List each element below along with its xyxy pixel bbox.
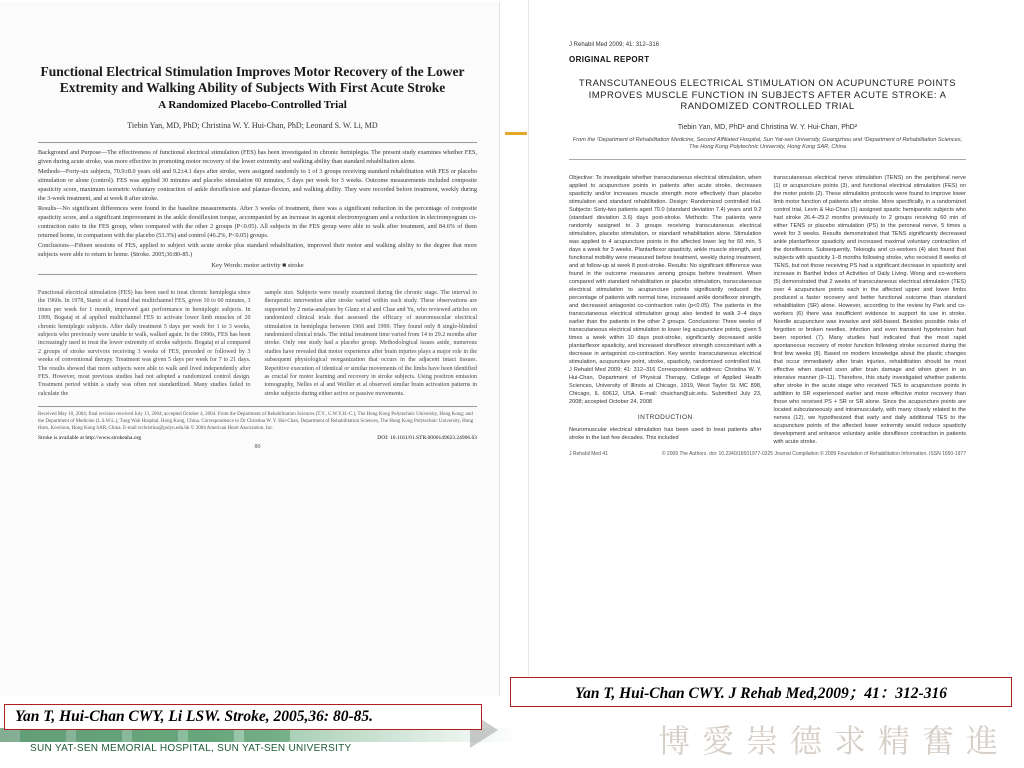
- right-paper-col2: transcutaneous electrical nerve stimulation (TENS) on the peripheral nerve (1) or acupuncture points (3), and functional electrical stimulation (FES) on the motor points (2). These stimulation protocols were found to improve lower limb motor function of patients after stroke. More specifically, in a randomized control trial, Levin & Hui-Chan (1) assigned spastic hemiparetic subjects who had stroke 26.4–29.2 months previously to 2 groups receiving 60 min of either TENS or placebo stimulation (PS) to the peroneal nerve, 5 times a week for 3 weeks. Results demonstrated that TENS significantly decreased ankle plantarflexor spasticity and increased maximal voluntary contraction of the dorsiflexors. Subsequently, Tekeoglu and co-workers (4) also found that subjects with spasticity 1–8 months following stroke, who received 8 weeks of TENS, but not those receiving PS had a significant decrease in spasticity and increase in Barthel Index of Activities of Daily Living. Wong and co-workers (5) demonstrated that 2 weeks of transcutaneous electrical stimulation (TES) over 4 acupuncture points each in the affected upper and lower limbs produced a faster recovery and better functional outcome than standard rehabilitation (SR) alone. However, according to the review by Park and co-workers (6) there was insufficient evidence to support its use in stroke. Needle acupuncture was invasive and skill-based. Besides possible risks of forgotten or broken needles, infection and even transient hypotension had been reported (7). Many studies had indicated that the most rapid spontaneous recovery of motor function following stroke occurred during the first few weeks (8). Based on modern knowledge about the plastic changes that occur immediately after brain injuries, rehabilitation should be most effective when started soon after brain damage and when given in an intensive manner (9–11). Therefore, this study investigated whether patients after stroke in the acute stage who received TES to acupuncture points in addition to SR experienced earlier and more effective motor recovery than those who received PS + SR or SR alone. Since the acupuncture points are located subcutaneously and intramuscularly, with many closely related to the nerves (12), we hypothesized that early and daily additional TES to the acupuncture points of the affected lower extremity would reduce spasticity development and enhance voluntary ankle dorsiflexor contraction in patients with acute stroke.: [773, 174, 966, 445]
- right-paper-footer-right: © 2009 The Authors. doi: 10.2340/16501977-0325 Journal Compilation © 2009 Foundation of Rehabilitation Information. ISSN 1650-1977: [661, 450, 966, 457]
- right-paper-title: TRANSCUTANEOUS ELECTRICAL STIMULATION ON ACUPUNCTURE POINTS IMPROVES MUSCLE FUNCTION IN SUBJECTS AFTER ACUTE STROKE: A RANDOMIZED CONTROLLED TRIAL: [578, 78, 957, 112]
- right-paper-abstract: Objective: To investigate whether transcutaneous electrical stimulation, when applied to acupuncture points in patients after acute stroke, decreases spasticity and/or increases muscle strength more effectively than placebo stimulation and standard rehabilitation. Design: Randomized controlled trial. Subjects: Sixty-two patients aged 70.0 (standard deviation 7.4) years and 9.2 (standard deviation 3.6) days post-stroke. Methods: The patients were randomly assigned to 3 groups receiving transcutaneous electrical stimulation, placebo stimulation, or standard rehabilitation alone. Stimulation was applied to 4 acupuncture points in the affected lower leg for 60 min, 5 days a week for 3 weeks. Plantarflexor spasticity, ankle muscle strength, and functional mobility were measured before treatment, weekly during treatment, and at follow-up at week 8 post-stroke. Results: No significant difference was found in the outcome measures among groups before treatment. When compared with standard rehabilitation or placebo stimulation, transcutaneous electrical stimulation to acupuncture points significantly reduced the percentage of patients with normal tone, increased ankle dorsiflexor strength, and decreased antagonist co-contraction ratio (p<0.05). The patients in the transcutaneous electrical stimulation group also tended to walk 2–4 days earlier than the patients in the other 2 groups. Conclusions: Three weeks of transcutaneous electrical stimulation to lower leg acupuncture points, given 5 times a week within 10 days post-stroke, significantly decreased ankle plantarflexor spasticity, and increased dorsiflexor strength concomitant with a decrease in antagonist co-contraction. Key words: transcutaneous electrical stimulation, acupuncture point, stroke, spasticity, randomized controlled trial. J Rehabil Med 2009; 41: 312–316 Correspondence address: Christina W. Y. Hui-Chan, Department of Physical Therapy, College of Applied Health Sciences, University of Illinois at Chicago, 1919, West Taylor St. MC 898, Chicago, IL 60612, USA. E-mail: chuichan@uic.edu. Submitted July 23, 2008; accepted October 24, 2008: [569, 174, 762, 405]
- right-paper-body: [569, 174, 966, 446]
- left-paper-body-col1: Functional electrical stimulation (FES) has been used to treat chronic hemiplegia since the 1960s. In 1978, Stanic et al found that multichannel FES, given 10 to 60 minutes, 3 times per week for 1 month, improved gait performance in hemiplegic subjects. In 1999, Bogataj et al applied multichannel FES to activate lower limb muscles of 20 chronic hemiplegic subjects. After daily treatment 5 days per week for 1 to 3 weeks, subjects who previously were unable to walk, walked again. In the 1990s, FES has been increasingly used to treat the lower extremity of stroke subjects. Bogataj et al compared 2 groups of stroke survivors receiving 3 weeks of FES, preceded or followed by 3 weeks of conventional therapy. Treatment was given 5 days per week for 7 to 21 days. The results showed that more subjects were able to walk and lived independently after FES. However, most previous studies had not adopted a randomized control design. Treatment period within a study was often not standardized. Many studies failed to calculate the: [38, 290, 251, 397]
- right-paper-footer-left: J Rehabil Med 41: [569, 450, 608, 457]
- left-citation-box: Yan T, Hui-Chan CWY, Li LSW. Stroke, 2005,36: 80-85.: [4, 704, 482, 730]
- abstract-background: Background and Purpose—The effectiveness of functional electrical stimulation (FES) has been investigated in chronic hemiplegia. The present study examines whether FES, given during acute stroke, was more effective in promoting motor recovery of the lower extremity and walking ability than standard rehabilitation alone.: [38, 149, 477, 165]
- right-paper-image: [528, 0, 992, 676]
- right-paper-journal-line: J Rehabil Med 2009; 41: 312–316: [569, 42, 660, 48]
- left-paper-footer: [38, 435, 477, 441]
- left-paper-body-col2: sample size. Subjects were mostly examined during the chronic stage. The interval to therapeutic intervention after stroke varied within each study. These observations are supported by 2 meta-analyses by Glanz et al and Chae and Yu, who reviewed articles on randomized clinical trials that assessed the efficacy of neuromuscular electrical stimulation in hemiplegia between 1966 and 1999. They found only 8 single-blinded randomized clinical trials. The initial treatment time varied from 14 to 29.2 months after stroke. Only one study had a placebo group. Methodological issues aside, numerous studies have revealed that motor experience after brain injuries plays a major role in the subsequent physiological reorganization that occurs in the adjacent intact tissues. Repetitive execution of identical or similar movements of the limbs have been identified as crucial for motor learning and recovery in stroke subjects. Using positron emission tomography, Nelles et al and Weiller et al observed similar brain activation patterns in stroke subjects during either active or passive movements.: [264, 290, 477, 397]
- right-paper-report-type: ORIGINAL REPORT: [569, 55, 650, 64]
- right-paper-affiliation: From the ¹Department of Rehabilitation Medicine, Second Affiliated Hospital, Sun Yat-sen University, Guangzhou and ²Department of Rehabilitation Sciences, The Hong Kong Polytechnic University, Hong Kong SAR, China: [572, 136, 963, 150]
- left-paper-doi: DOI: 10.1161/01.STR.0000149623.24906.63: [377, 435, 477, 442]
- left-paper-authors: Tiebin Yan, MD, PhD; Christina W. Y. Hui-Chan, PhD; Leonard S. W. Li, MD: [127, 121, 378, 130]
- abstract-results: Results—No significant differences were found in the baseline measurements. After 3 weeks of treatment, there was a significant reduction in the percentage of composite spasticity score, and a significant improvement in the ankle dorsiflexion torque, accompanied by an increase in agonist electromyogram and a reduction in electromyogram co-contraction ratio in the FES group, when compared with the other 2 groups (P<0.05). All subjects in the FES group were able to walk after treatment, and 84.6% of them returned home, in comparison with the placebo (53.3%) and control (46.2%, P<0.05) groups.: [38, 205, 477, 239]
- abstract-conclusions: Conclusions—Fifteen sessions of FES, applied to subject with acute stroke plus standard rehabilitation, improved their motor and walking ability to the degree that more subjects were able to return to home. (Stroke. 2005;36:80-85.): [38, 242, 477, 258]
- right-paper-intro-text: Neuromuscular electrical stimulation has been used to treat patients after stroke in the last few decades. This included: [569, 426, 762, 441]
- right-citation-box: Yan T, Hui-Chan CWY. J Rehab Med,2009；41：312-316: [510, 677, 1012, 707]
- abstract-methods: Methods—Forty-six subjects, 70.9±8.0 years old and 9.2±4.1 days after stroke, were assigned randomly to 1 of 3 groups receiving standard rehabilitation with FES or placebo stimulation or alone (control). FES was applied 30 minutes and placebo stimulation 60 minutes, 5 days per week for 3 weeks. Outcome measurements included composite spasticity score, maximum isometric voluntary contraction of ankle dorsiflexion and plantar-flexion, and walking ability. They were recorded before treatment, weekly during the 3-week treatment, and at week 8 after stroke.: [38, 168, 477, 202]
- left-paper-footer-left: Stroke is available at http://www.strokeaha.org: [38, 435, 142, 442]
- left-paper-body: [38, 289, 477, 398]
- motto-watermark: 博愛崇德求精奮進: [657, 722, 1010, 760]
- left-paper-page-number: 80: [254, 444, 261, 451]
- left-paper-footnote: Received May 10, 2004; final revision received July 13, 2004; accepted October 4, 2004. From the Department of Rehabilitation Sciences (T.Y., C.W.Y.H.-C.), The Hong Kong Polytechnic University, Hong Kong; and the Department of Medicine (L.S.W.L.), Tung Wah Hospital, Hong Kong, China. Correspondence to Dr Christina W. Y. Hui-Chan, Department of Rehabilitation Sciences, The Hong Kong Polytechnic University, Hung Hom, Kowloon, Hong Kong SAR, China. E-mail rschristina@polyu.edu.hk © 2004 American Heart Association, Inc.: [38, 406, 477, 432]
- right-paper-divider: [569, 159, 966, 160]
- right-paper-footer: [569, 451, 966, 457]
- left-paper-title: Functional Electrical Stimulation Improves Motor Recovery of the Lower Extremity and Walking Ability of Subjects With First Acute Stroke: [40, 64, 465, 95]
- right-paper-authors: Tiebin Yan, MD, PhD¹ and Christina W. Y. Hui-Chan, PhD²: [677, 123, 858, 131]
- left-paper-abstract: [38, 142, 477, 259]
- accent-divider: [505, 132, 527, 135]
- left-paper-image: [0, 2, 500, 696]
- hospital-name: SUN YAT-SEN MEMORIAL HOSPITAL, SUN YAT-SEN UNIVERSITY: [30, 743, 352, 754]
- right-paper-intro-heading: INTRODUCTION: [637, 413, 693, 421]
- left-paper-subtitle: A Randomized Placebo-Controlled Trial: [158, 99, 347, 111]
- right-paper-col1: [569, 174, 762, 446]
- left-paper-keywords: Key Words: motor activity ■ stroke: [38, 262, 477, 275]
